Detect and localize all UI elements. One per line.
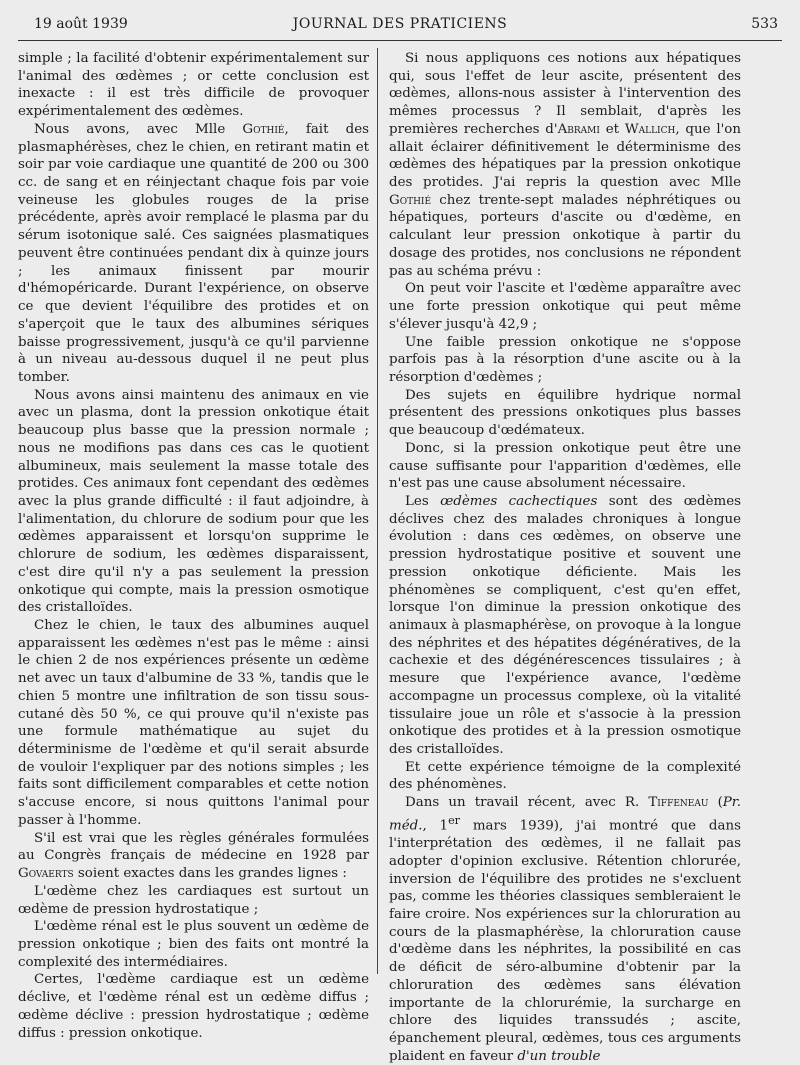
paragraph: Une faible pression onkotique ne s'oppose parfois pas à la résorption d'une ascite ou à la résorption d'œdèmes ; (389, 334, 741, 385)
author-name: Gothié (389, 192, 432, 208)
paragraph: L'œdème rénal est le plus souvent un œdème de pression onkotique ; bien des faits ont montré la complexité des intermédiaires. (18, 919, 369, 970)
paragraph: Certes, l'œdème cardiaque est un œdème déclive, et l'œdème rénal est un œdème diffus ; œdème déclive : pression hydrostatique ; œdème diffus : pression onkotique. (18, 972, 369, 1041)
paragraph: Dans un travail récent, avec R. Tiffeneau (Pr. méd., 1er mars 1939), j'ai montré que dans l'interprétation des œdèmes, il ne fallait pas adopter d'opinion exclusive. Rétention chlorurée, inversion de l'équilibre des protides ne s'excluent pas, comme les théories classiques sembleraient le faire croire. Nos expériences sur la chloruration au cours de la plasmaphérèse, la chloruration cause d'œdème dans les néphrites, la possibilité en cas de déficit de séro-albumine d'obtenir par la chloruration des œdèmes sans élévation importante de la chlorurémie, la surcharge en chlore des liquides transsudés ; ascite, épanchement pleural, œdèmes, tous ces arguments plaident en faveur d'un trouble (389, 795, 741, 1064)
issue-date: 19 août 1939 (34, 16, 128, 32)
paragraph: S'il est vrai que les règles générales formulées au Congrès français de médecine en 1928 par Govaerts soient exactes dans les grandes lignes : (18, 830, 369, 882)
emphasis: d'un trouble (517, 1048, 601, 1064)
author-name: Govaerts (18, 866, 74, 882)
paragraph: Donc, si la pression onkotique peut être une cause suffisante pour l'apparition d'œdèmes, elle n'est pas une cause absolument nécessaire. (389, 440, 741, 492)
right-column (389, 50, 741, 1065)
author-name: Wallich (624, 121, 676, 137)
author-name: Tiffeneau (648, 795, 709, 811)
column-divider (377, 48, 378, 974)
page-number: 533 (751, 16, 778, 32)
page-header (22, 14, 778, 38)
author-name: Abrami (557, 121, 600, 137)
paragraph: Si nous appliquons ces notions aux hépatiques qui, sous l'effet de leur ascite, présentent des œdèmes, allons-nous assister à l'intervention des mêmes processus ? Il semblait, d'après les premières recherches d'Abrami et Wallich, que l'on allait éclairer définitivement le déterminisme des œdèmes des hépatiques par la pression onkotique des protides. J'ai repris la question avec Mlle Gothié chez trente-sept malades néphrétiques ou hépatiques, porteurs d'ascite ou d'œdème, en calculant leur pression onkotique à partir du dosage des protides, nos conclusions ne répondent pas au schéma prévu : (389, 51, 741, 279)
paragraph: L'œdème chez les cardiaques est surtout un œdème de pression hydrostatique ; (18, 883, 369, 917)
paragraph: Et cette expérience témoigne de la complexité des phénomènes. (389, 759, 741, 793)
journal-title: JOURNAL DES PRATICIENS (292, 16, 508, 32)
paragraph: Nous avons ainsi maintenu des animaux en vie avec un plasma, dont la pression onkotique était beaucoup plus basse que la pression normale ; nous ne modifions pas dans ces cas le quotient albumineux, mais seulement la masse totale des protides. Ces animaux font cependant des œdèmes avec la plus grande difficulté : il faut adjoindre, à l'alimentation, du chlorure de sodium pour que les œdèmes apparaissent et lorsqu'on supprime le chlorure de sodium, les œdèmes disparaissent, c'est dire qu'il n'y a pas seulement la pression onkotique qui compte, mais la pression osmotique des cristalloïdes. (18, 387, 369, 616)
author-name: Gothié (242, 121, 285, 137)
paragraph: On peut voir l'ascite et l'œdème apparaître avec une forte pression onkotique qui peut même s'élever jusqu'à 42,9 ; (389, 281, 741, 332)
emphasis: œdèmes cachectiques (440, 493, 598, 509)
paragraph: Nous avons, avec Mlle Gothié, fait des plasmaphérèses, chez le chien, en retirant matin et soir par voie cardiaque une quantité de 200 ou 300 cc. de sang et en réinjectant chaque fois par voie veineuse les globules rouges de la prise précédente, après avoir remplacé le plasma par du sérum isotonique salé. Ces saignées plasmatiques peuvent être continuées pendant dix à quinze jours ; les animaux finissent par mourir d'hémopéricarde. Durant l'expérience, on observe ce que devient l'équilibre des protides et on s'aperçoit que le taux des albumines sériques baisse progressivement, jusqu'à ce qu'il parvienne à un niveau au-dessous duquel il ne peut plus tomber. (18, 121, 369, 385)
left-column (18, 50, 369, 1042)
citation: Pr. méd. (389, 795, 741, 834)
paragraph: Les œdèmes cachectiques sont des œdèmes déclives chez des malades chroniques à longue évolution : dans ces œdèmes, on observe une pression hydrostatique positive et souvent une pression onkotique déficiente. Mais les phénomènes se compliquent, c'est qu'en effet, lorsque l'on diminue la pression onkotique des animaux à plasmaphérèse, on provoque à la longue des néphrites et des hépatites dégénératives, de la cachexie et des dégénérescences tissulaires ; à mesure que l'expérience avance, l'œdème accompagne un processus complexe, où la vitalité tissulaire joue un rôle et s'associe à la pression onkotique des protides et à la pression osmotique des cristalloïdes. (389, 493, 741, 758)
header-rule (18, 40, 782, 41)
paragraph: Chez le chien, le taux des albumines auquel apparaissent les œdèmes n'est pas le même : ainsi le chien 2 de nos expériences présente un œdème net avec un taux d'albumine de 33 %, tandis que le chien 5 montre une infiltration de son tissu sous-cutané dès 50 %, ce qui prouve qu'il n'existe pas une formule mathématique au sujet du déterminisme de l'œdème et qu'il serait absurde de vouloir l'expliquer par des notions simples ; les faits sont difficilement comparables et cette notion s'accuse encore, si nous quittons l'animal pour passer à l'homme. (18, 618, 369, 828)
paragraph: simple ; la facilité d'obtenir expérimentalement sur l'animal des œdèmes ; or cette conclusion est inexacte : il est très difficile de provoquer expérimentalement des œdèmes. (18, 51, 369, 120)
paragraph: Des sujets en équilibre hydrique normal présentent des pressions onkotiques plus basses que beaucoup d'œdémateux. (389, 387, 741, 439)
